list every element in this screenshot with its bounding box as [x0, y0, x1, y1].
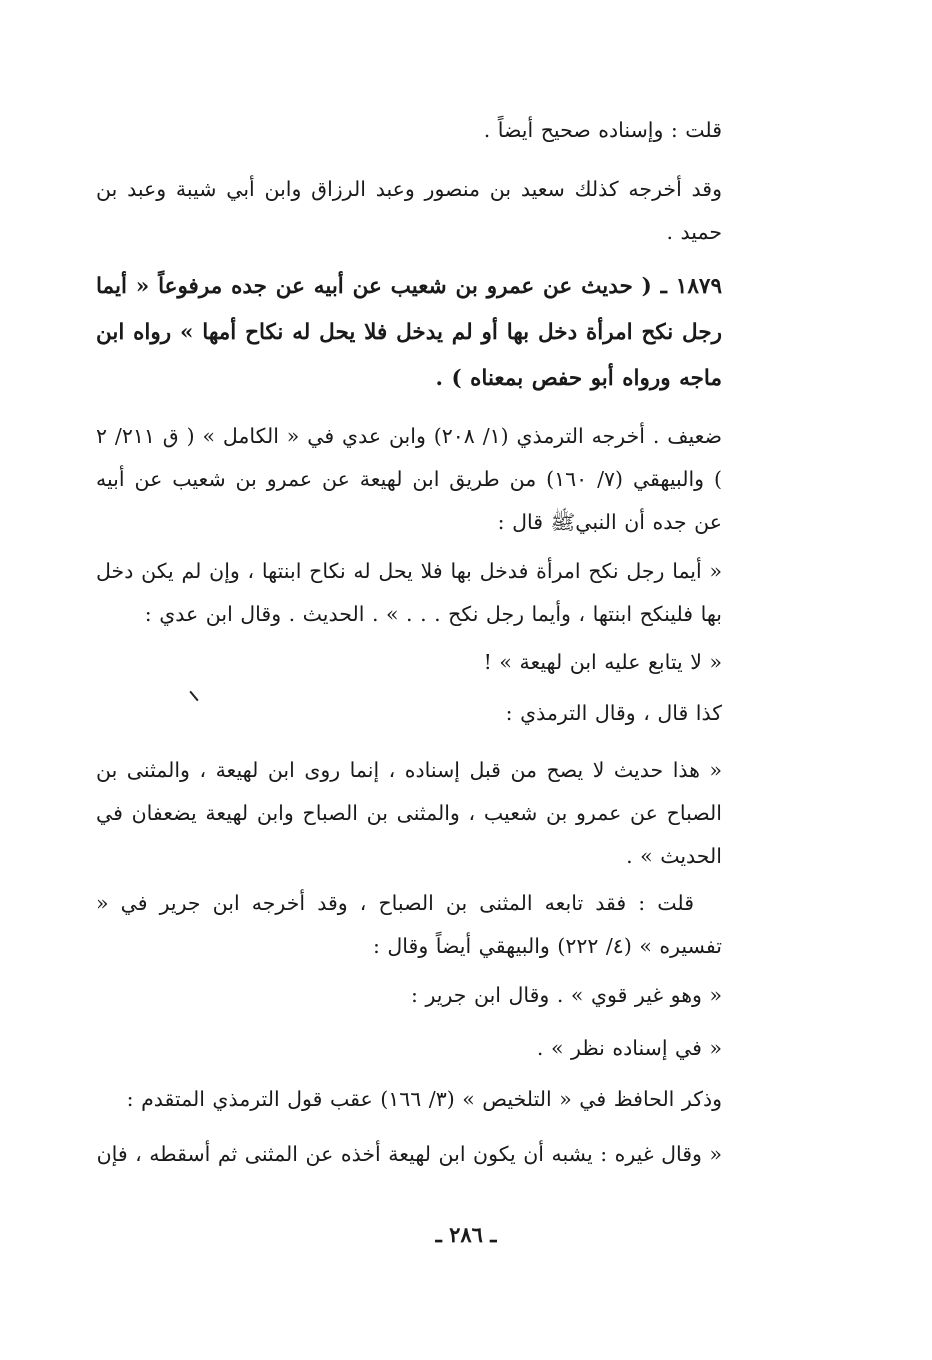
- paragraph-tirmidhi-intro: كذا قال ، وقال الترمذي :: [505, 701, 722, 725]
- paragraph-ibn-adi-quote: « لا يتابع عليه ابن لهيعة » !: [483, 650, 722, 674]
- paragraph-1: قلت : وإسناده صحيح أيضاً .: [483, 118, 722, 142]
- paragraph-ibn-jarir-quote: « في إسناده نظر » .: [536, 1036, 722, 1060]
- paragraph-takhrij: ضعيف . أخرجه الترمذي (١/ ٢٠٨) وابن عدي في « الكامل » ( ق ٢١١/ ٢ ) والبيهقي (٧/ ١٦٠) من طريق ابن لهيعة عن عمرو بن شعيب عن أبيه عن جده أن النبيﷺ قال :: [96, 424, 722, 534]
- paragraph-continued: « وقال غيره : يشبه أن يكون ابن لهيعة أخذه عن المثنى ثم أسقطه ، فإن: [96, 1142, 722, 1166]
- paragraph-bayhaqi-quote: « وهو غير قوي » . وقال ابن جرير :: [411, 983, 722, 1007]
- paragraph-quote-hadith: « أيما رجل نكح امرأة فدخل بها فلا يحل له نكاح ابنتها ، وإن لم يكن دخل بها فلينكح ابنتها ، وأيما رجل نكح . . . » . الحديث . وقال ابن عدي :: [96, 559, 722, 626]
- page-number: ـ ٢٨٦ ـ: [435, 1222, 497, 1247]
- paragraph-tirmidhi-quote: « هذا حديث لا يصح من قبل إسناده ، إنما روى ابن لهيعة ، والمثنى بن الصباح عن عمرو بن شعيب ، والمثنى بن الصباح وابن لهيعة يضعفان في الحديث » .: [96, 758, 722, 868]
- paragraph-hafiz: وذكر الحافظ في « التلخيص » (٣/ ١٦٦) عقب قول الترمذي المتقدم :: [126, 1087, 722, 1111]
- paragraph-2: وقد أخرجه كذلك سعيد بن منصور وعبد الرزاق وابن أبي شيبة وعبد بن حميد .: [96, 177, 722, 244]
- hadith-1879: ١٨٧٩ ـ ( حديث عن عمرو بن شعيب عن أبيه عن جده مرفوعاً « أيما رجل نكح امرأة دخل بها أو لم يدخل فلا يحل له نكاح أمها » رواه ابن ماجه ورواه أبو حفص بمعناه ) .: [96, 274, 722, 391]
- paragraph-note: قلت : فقد تابعه المثنى بن الصباح ، وقد أخرجه ابن جرير في « تفسيره » (٤/ ٢٢٢) والبيهقي أيضاً وقال :: [96, 891, 722, 958]
